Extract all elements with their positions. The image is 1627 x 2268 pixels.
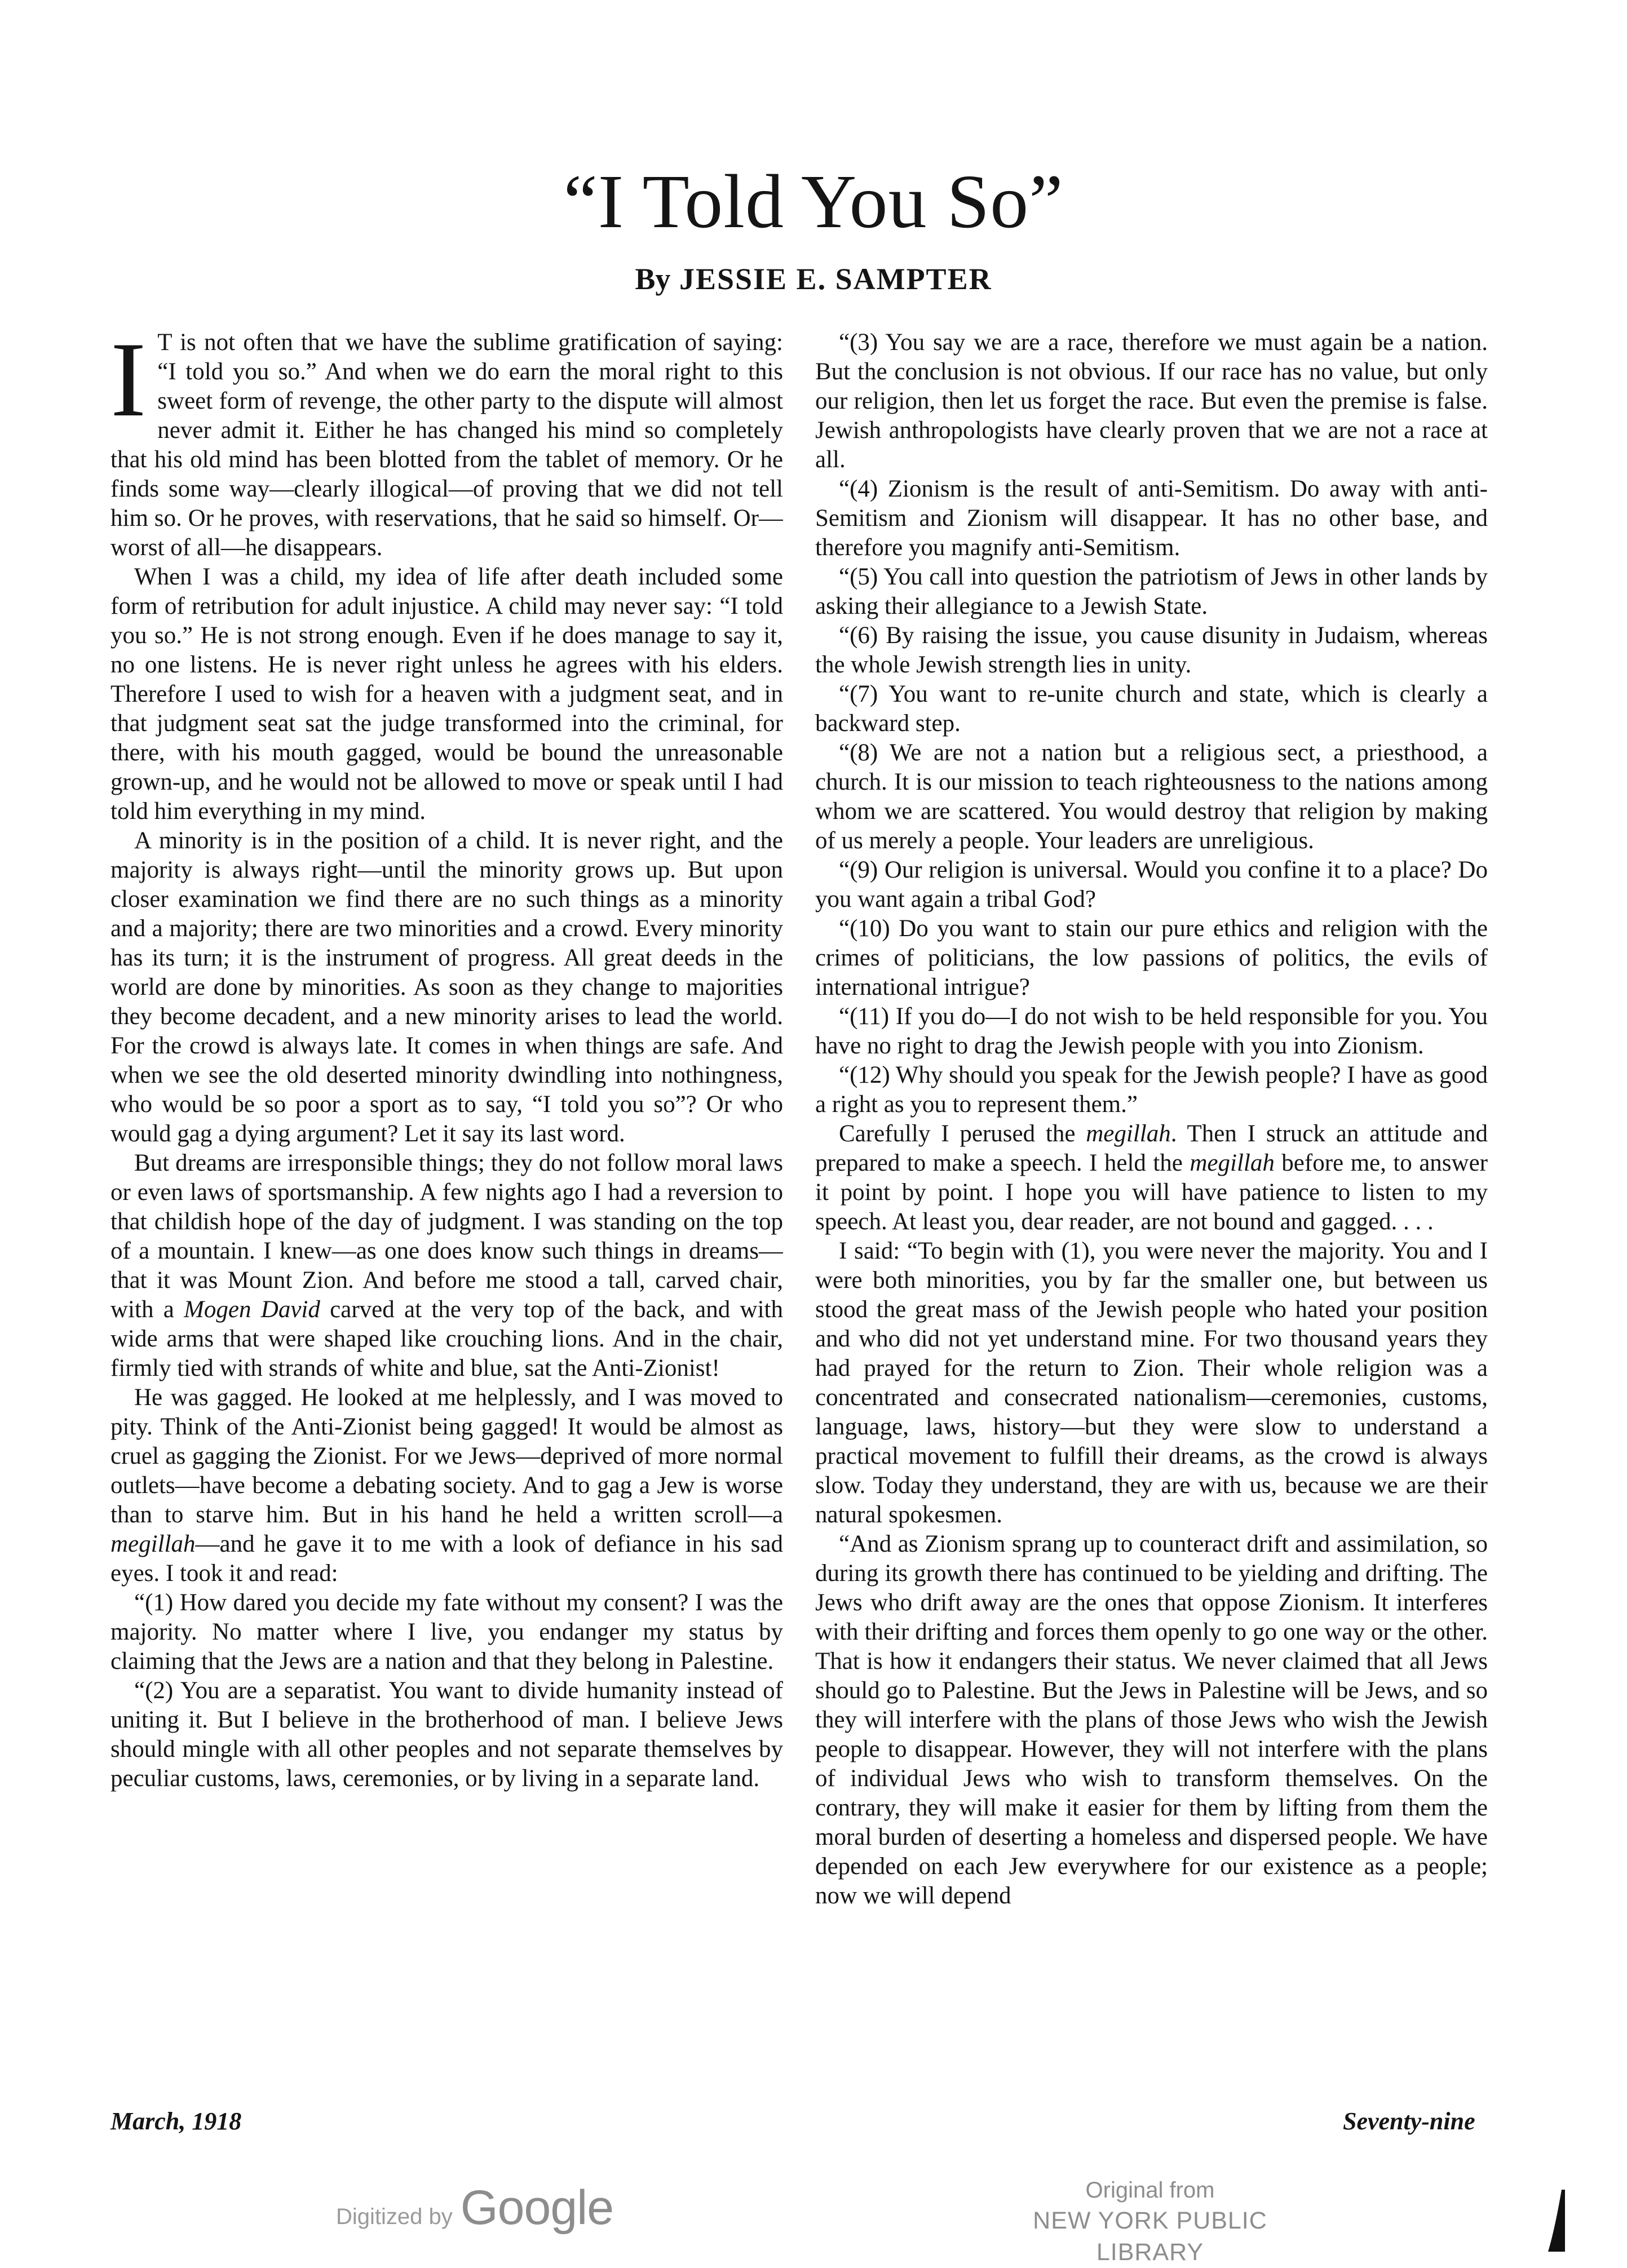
paragraph: “And as Zionism sprang up to counteract drift and assimilation, so during its growth there has continued to be yielding and drifting. The Jews who drift away are the ones that oppose Zionism. It interferes with their drifting and forces them openly to go one way or the other. That is how it endangers their status. We never claimed that all Jews should go to Palestine. But the Jews in Palestine will be Jews, and so they will interfere with the plans of those Jews who wish the Jewish people to disappear. However, they will not interfere with the plans of individual Jews who wish to transform themselves. On the contrary, they will make it easier for them by lifting from them the moral burden of deserting a homeless and dispersed people. We have depended on each Jew everywhere for our existence as a people; now we will depend bbox=[815, 1531, 1488, 1909]
paragraph: “(6) By raising the issue, you cause disunity in Judaism, whereas the whole Jewish strength lies in unity. bbox=[815, 622, 1488, 678]
author-name: JESSIE E. SAMPTER bbox=[679, 262, 992, 296]
paragraph: But dreams are irresponsible things; they do not follow moral laws or even laws of sportsmanship. A few nights ago I had a reversion to that childish hope of the day of judgment. I was standing on the top of a mountain. I knew—as one does know such things in dreams—that it was Mount Zion. And before me stood a tall, carved chair, with a Mogen David carved at the very top of the back, and with wide arms that were shaped like crouching lions. And in the chair, firmly tied with strands of white and blue, sat the Anti-Zionist! bbox=[110, 1150, 783, 1381]
paragraph: “(4) Zionism is the result of anti-Semitism. Do away with anti-Semitism and Zionism will disappear. It has no other base, and therefore you magnify anti-Semitism. bbox=[815, 476, 1488, 561]
byline bbox=[0, 264, 1627, 294]
paragraph: A minority is in the position of a child. It is never right, and the majority is always right—until the minority grows up. But upon closer examination we find there are no such things as a minority and a majority; there are two minorities and a crowd. Every minority has its turn; it is the instrument of progress. All great deeds in the world are done by minorities. As soon as they change to majorities they become decadent, and a new minority arises to lead the world. For the crowd is always late. It comes in when things are safe. And when we see the old deserted minority dwindling into nothingness, who would be so poor a sport as to say, “I told you so”? Or who would gag a dying argument? Let it say its last word. bbox=[110, 827, 783, 1147]
paragraph: “(11) If you do—I do not wish to be held responsible for you. You have no right to drag the Jewish people with you into Zionism. bbox=[815, 1003, 1488, 1059]
right-column bbox=[815, 328, 1488, 2098]
paragraph bbox=[110, 328, 783, 562]
footer-date: March, 1918 bbox=[110, 2107, 242, 2135]
article-title: “I Told You So” bbox=[563, 160, 1064, 244]
paragraph: “(10) Do you want to stain our pure ethics and religion with the crimes of politicians, the low passions of politics, the evils of international intrigue? bbox=[815, 915, 1488, 1000]
paragraph: “(1) How dared you decide my fate without my consent? I was the majority. No matter where I live, you endanger my status by claiming that the Jews are a nation and that they belong in Palestine. bbox=[110, 1589, 783, 1675]
paragraph: “(5) You call into question the patriotism of Jews in other lands by asking their allegiance to a Jewish State. bbox=[815, 564, 1488, 619]
paragraph: “(3) You say we are a race, therefore we must again be a nation. But the conclusion is not obvious. If our race has no value, but only our religion, then let us forget the race. But even the premise is false. Jewish anthropologists have clearly proven that we are not a race at all. bbox=[815, 329, 1488, 473]
google-logo: Google bbox=[460, 2181, 614, 2235]
paragraph: “(9) Our religion is universal. Would you confine it to a place? Do you want again a tribal God? bbox=[815, 857, 1488, 912]
paragraph: “(12) Why should you speak for the Jewish people? I have as good a right as you to represent them.” bbox=[815, 1062, 1488, 1118]
paragraph-text: T is not often that we have the sublime gratification of saying: “I told you so.” And when we do earn the moral right to this sweet form of revenge, the other party to the dispute will almost never admit it. Either he has changed his mind so completely that his old mind has been blotted from the tablet of memory. Or he finds some way—clearly illogical—of proving that we did not tell him so. Or he proves, with reservations, that he said so himself. Or—worst of all—he disappears. bbox=[110, 329, 783, 561]
library-name: NEW YORK PUBLIC LIBRARY bbox=[1033, 2207, 1267, 2266]
digitized-by-watermark bbox=[336, 2180, 614, 2235]
paragraph: “(2) You are a separatist. You want to divide humanity instead of uniting it. But I believe in the brotherhood of man. I believe Jews should mingle with all other peoples and not separate themselves by peculiar customs, laws, ceremonies, or by living in a separate land. bbox=[110, 1677, 783, 1792]
byline-by: By bbox=[635, 262, 671, 296]
library-watermark bbox=[981, 2176, 1319, 2268]
footer-page-number: Seventy-nine bbox=[1343, 2107, 1475, 2135]
left-column bbox=[110, 328, 783, 2098]
paragraph: Carefully I perused the megillah. Then I struck an attitude and prepared to make a speech. I held the megillah before me, to answer it point by point. I hope you will have patience to listen to my speech. At least you, dear reader, are not bound and gagged. . . . bbox=[815, 1120, 1488, 1235]
page-edge-mark-icon bbox=[1545, 2190, 1567, 2252]
paragraph: I said: “To begin with (1), you were never the majority. You and I were both minorities, you by far the smaller one, but between us stood the great mass of the Jewish people who hated your position and who did not yet understand mine. For two thousand years they had prayed for the return to Zion. Their whole religion was a concentrated and consecrated nationalism—ceremonies, customs, language, laws, history—but they were slow to understand a practical movement to fulfill their dreams, as the crowd is always slow. Today they understand, they are with us, because we are their natural spokesmen. bbox=[815, 1238, 1488, 1528]
paragraph: “(8) We are not a nation but a religious sect, a priesthood, a church. It is our mission to teach righteousness to the nations among whom we are scattered. You would destroy that religion by making of us merely a people. Your leaders are unreligious. bbox=[815, 739, 1488, 854]
original-from-label: Original from bbox=[1085, 2178, 1215, 2203]
drop-cap: I bbox=[110, 328, 147, 439]
digitized-by-label: Digitized by bbox=[336, 2204, 453, 2229]
paragraph: He was gagged. He looked at me helplessly, and I was moved to pity. Think of the Anti-Zionist being gagged! It would be almost as cruel as gagging the Zionist. For we Jews—deprived of more normal outlets—have become a debating society. And to gag a Jew is worse than to starve him. But in his hand he held a written scroll—a megillah—and he gave it to me with a look of defiance in his sad eyes. I took it and read: bbox=[110, 1384, 783, 1587]
paragraph: “(7) You want to re-unite church and state, which is clearly a backward step. bbox=[815, 681, 1488, 737]
paragraph: When I was a child, my idea of life after death included some form of retribution for adult injustice. A child may never say: “I told you so.” He is not strong enough. Even if he does manage to say it, no one listens. He is never right unless he agrees with his elders. Therefore I used to wish for a heaven with a judgment seat, and in that judgment seat sat the judge transformed into the criminal, for there, with his mouth gagged, would be bound the unreasonable grown-up, and he would not be allowed to move or speak until I had told him everything in my mind. bbox=[110, 564, 783, 825]
